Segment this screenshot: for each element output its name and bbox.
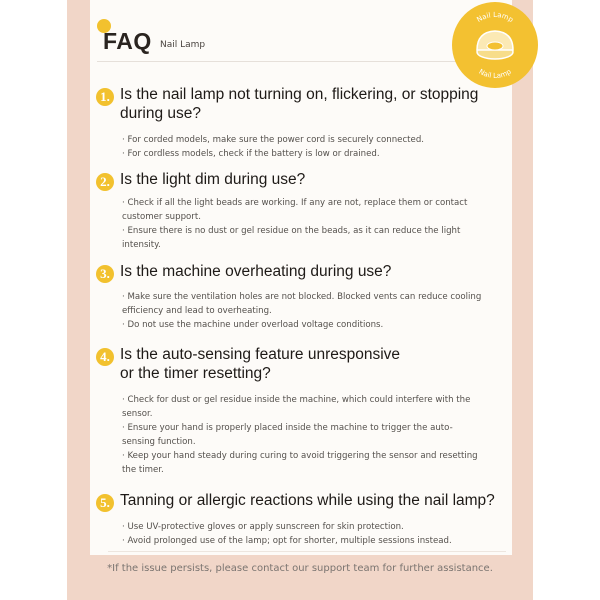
answer-line: · Check for dust or gel residue inside the machine, which could interfere with the sensor. [122, 395, 471, 419]
answer-line: · For cordless models, check if the battery is low or drained. [122, 149, 380, 159]
svg-text:Nail Lamp [477, 67, 513, 80]
question-number-badge: 5. [96, 494, 114, 512]
question-number-badge: 2. [96, 173, 114, 191]
answer-line: · Check if all the light beads are working. If any are not, replace them or contact customer support. [122, 198, 468, 222]
answer-line: · Keep your hand steady during curing to avoid triggering the sensor and resetting the timer. [122, 451, 478, 475]
support-footnote: *If the issue persists, please contact our support team for further assistance. [107, 563, 493, 574]
answer-line: · Ensure your hand is properly placed inside the machine to trigger the auto-sensing function. [122, 423, 453, 447]
answer-line: · Use UV-protective gloves or apply sunscreen for skin protection. [122, 522, 404, 532]
answer-line: · Ensure there is no dust or gel residue on the beads, as it can reduce the light intensity. [122, 226, 461, 250]
question-text: Tanning or allergic reactions while using the nail lamp? [120, 492, 495, 509]
nail-lamp-icon [477, 31, 513, 59]
question-number-badge: 1. [96, 88, 114, 106]
badge-bottom-text: Nail Lamp [477, 67, 513, 80]
answer-line: · Do not use the machine under overload voltage conditions. [122, 320, 384, 330]
question-number-badge: 4. [96, 348, 114, 366]
question-text: Is the machine overheating during use? [120, 263, 392, 280]
question-number-badge: 3. [96, 265, 114, 283]
footer-divider [108, 551, 506, 552]
header-divider [97, 61, 505, 62]
badge-top-text: Nail Lamp [475, 10, 515, 24]
svg-text:Nail Lamp [475, 11, 515, 24]
question-text: Is the nail lamp not turning on, flickering, or stopping during use? [120, 86, 479, 122]
faq-subtitle: Nail Lamp [160, 40, 206, 50]
faq-answers-5 [122, 520, 484, 548]
faq-answers-3 [122, 290, 484, 332]
faq-answers-4 [122, 393, 484, 477]
faq-answers-2 [122, 196, 484, 252]
faq-answers-1 [122, 133, 484, 161]
faq-title: FAQ [103, 28, 152, 54]
answer-line: · Make sure the ventilation holes are not blocked. Blocked vents can reduce cooling efficiency and lead to overheating. [122, 292, 482, 316]
answer-line: · For corded models, make sure the power cord is securely connected. [122, 135, 425, 145]
nail-lamp-badge-icon [452, 2, 538, 88]
answer-line: · Avoid prolonged use of the lamp; opt for shorter, multiple sessions instead. [122, 536, 452, 546]
question-text: Is the light dim during use? [120, 171, 306, 188]
question-text: Is the auto-sensing feature unresponsive or the timer resetting? [120, 346, 401, 382]
